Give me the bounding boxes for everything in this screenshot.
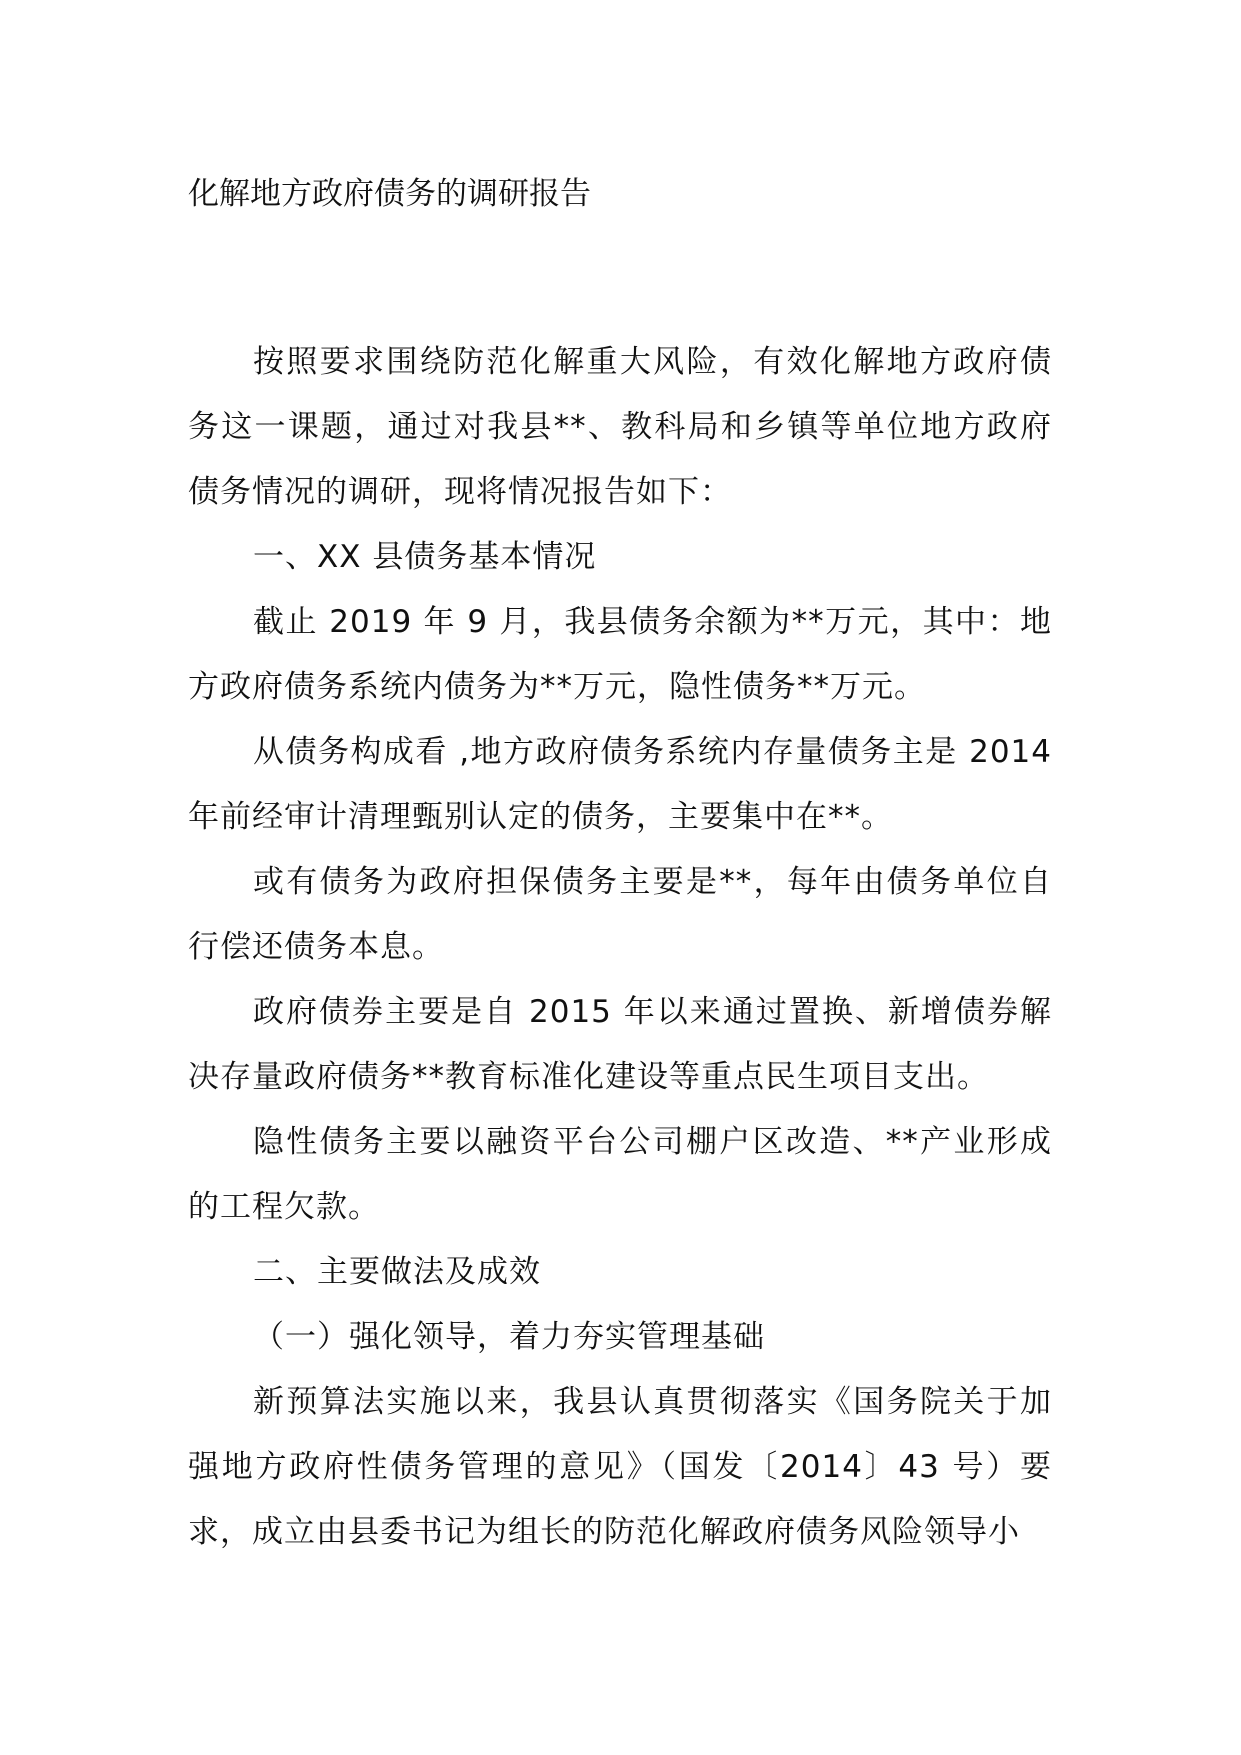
paragraph-debt-balance: 截止 2019 年 9 月，我县债务余额为**万元，其中：地方政府债务系统内债务为**万元，隐性债务**万元。 [188,604,1052,705]
section-heading-main-practices: 二、主要做法及成效 [253,1254,541,1290]
paragraph-government-bonds: 政府债券主要是自 2015 年以来通过置换、新增债券解决存量政府债务**教育标准化建设等重点民生项目支出。 [188,994,1052,1095]
subsection-heading-leadership: （一）强化领导，着力夯实管理基础 [253,1319,765,1355]
paragraph-contingent-debt: 或有债务为政府担保债务主要是**，每年由债务单位自行偿还债务本息。 [188,864,1052,965]
document-body [188,330,1052,1565]
paragraph-intro: 按照要求围绕防范化解重大风险，有效化解地方政府债务这一课题，通过对我县**、教科局和乡镇等单位地方政府债务情况的调研，现将情况报告如下： [188,344,1052,510]
paragraph-debt-composition: 从债务构成看 ,地方政府债务系统内存量债务主是 2014 年前经审计清理甄别认定的债务，主要集中在**。 [188,734,1052,835]
section-heading-basic-situation: 一、XX 县债务基本情况 [253,539,597,575]
document-title: 化解地方政府债务的调研报告 [188,176,591,212]
paragraph-new-budget-law: 新预算法实施以来，我县认真贯彻落实《国务院关于加强地方政府性债务管理的意见》（国发〔2014〕43 号）要求，成立由县委书记为组长的防范化解政府债务风险领导小 [188,1384,1052,1550]
paragraph-hidden-debt: 隐性债务主要以融资平台公司棚户区改造、**产业形成的工程欠款。 [188,1124,1052,1225]
